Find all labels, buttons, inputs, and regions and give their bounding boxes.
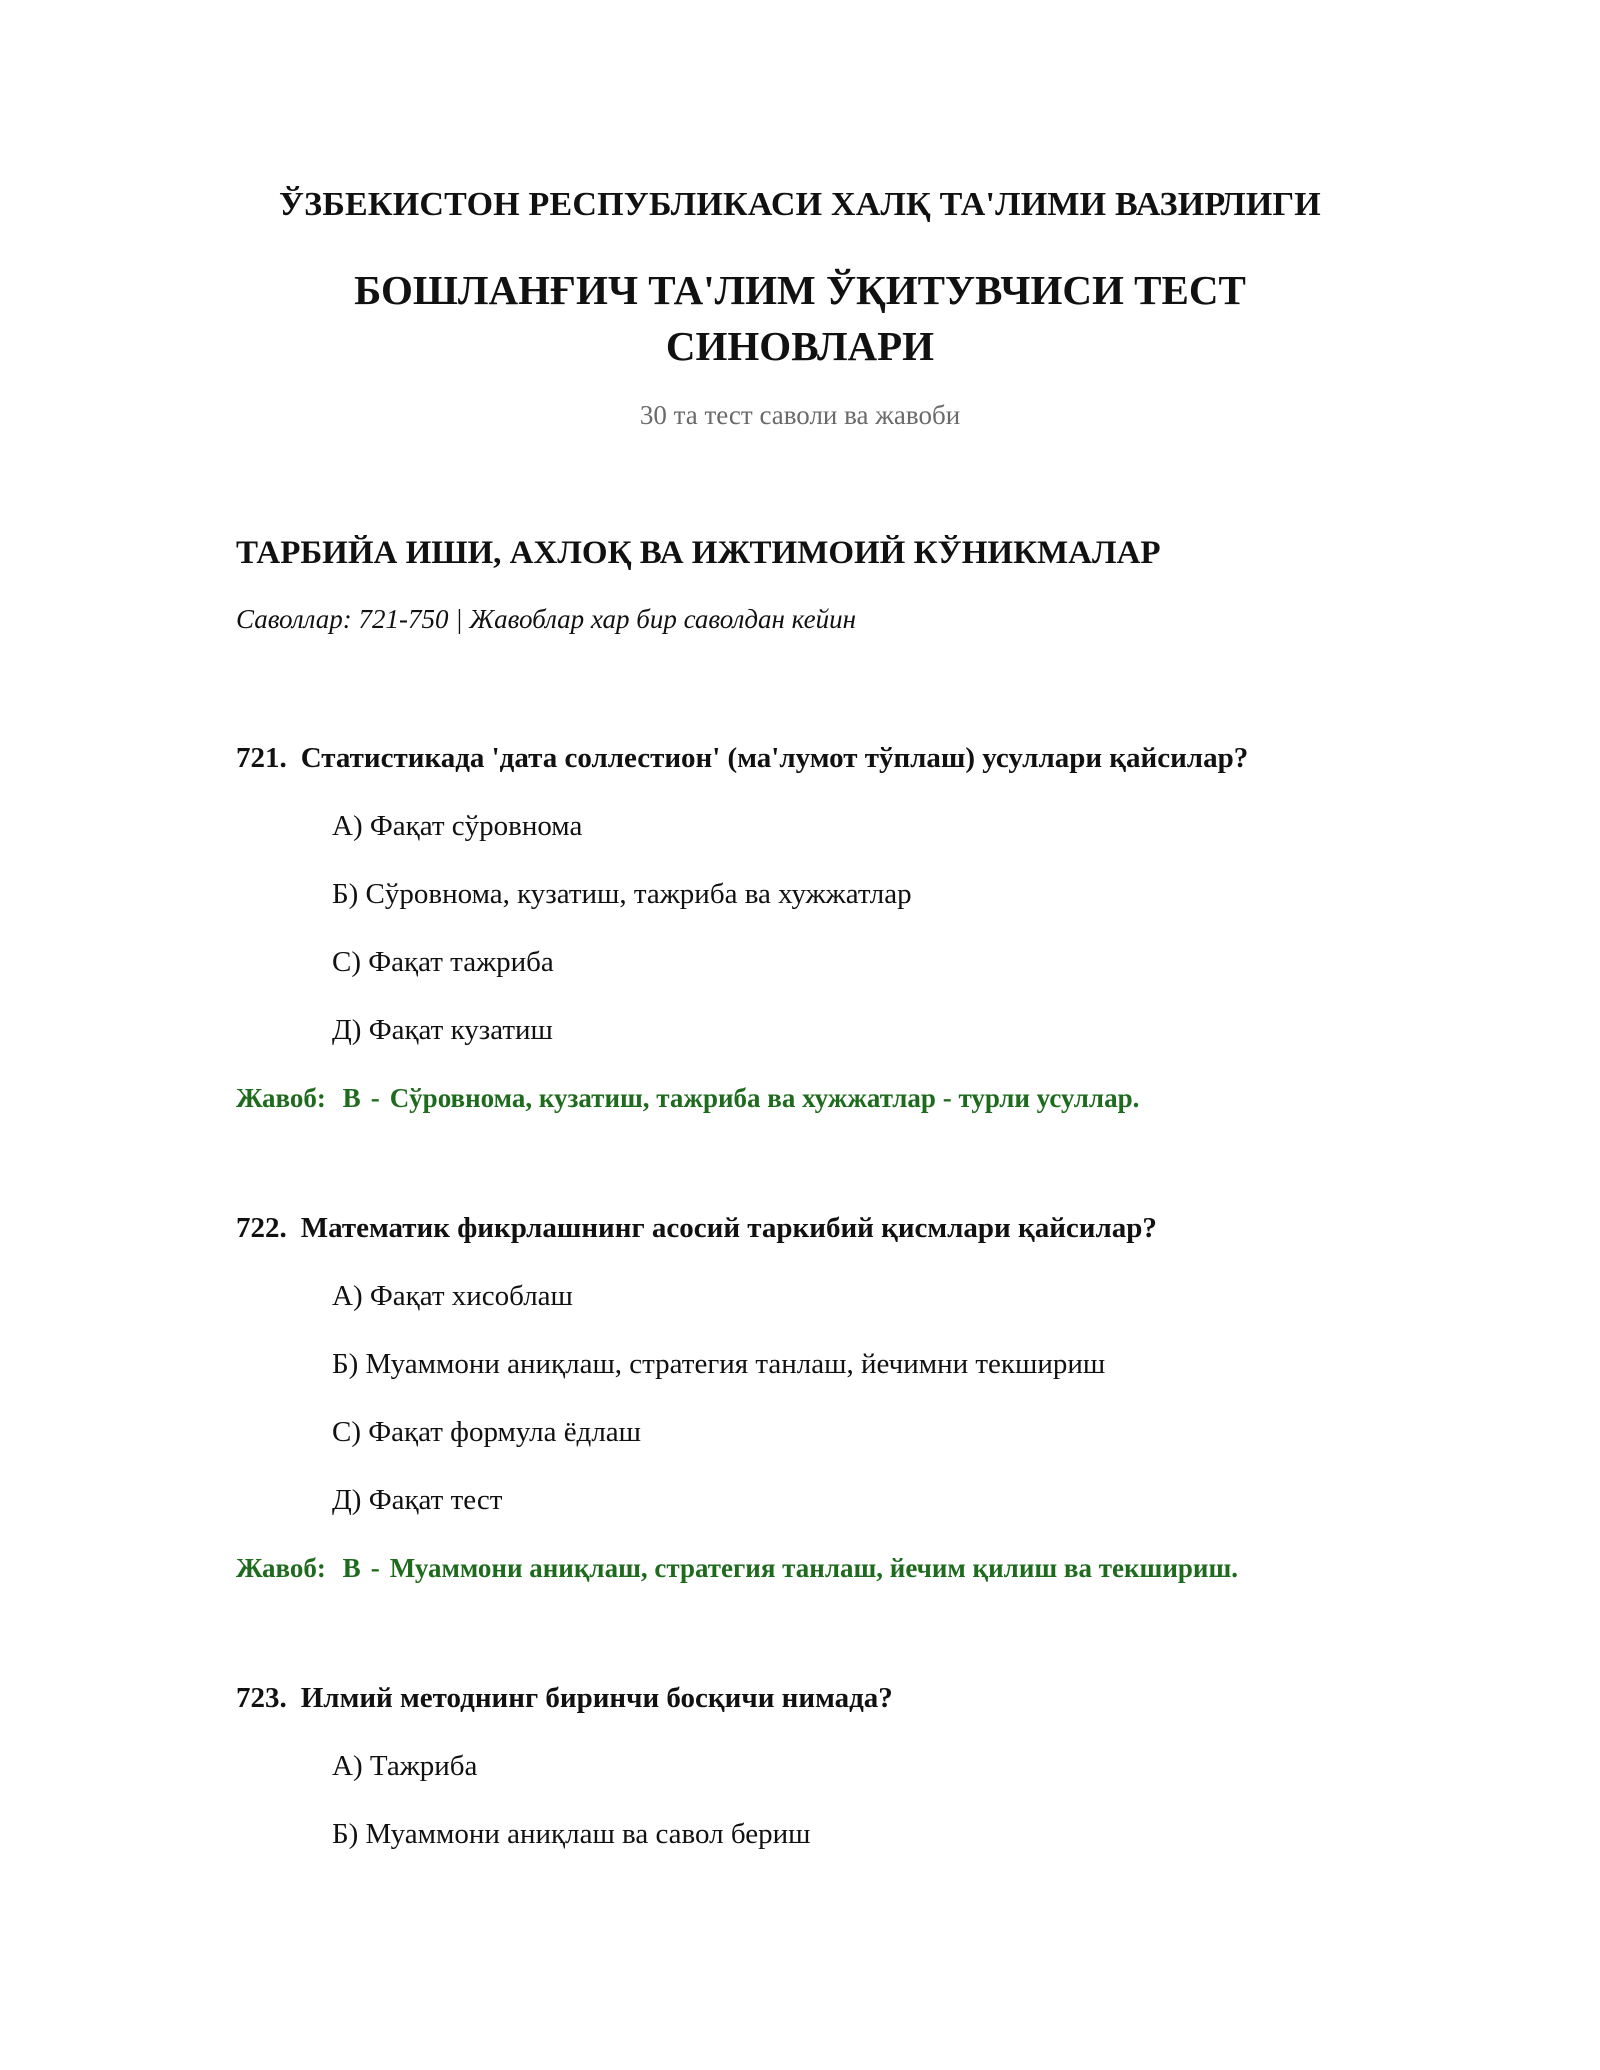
ministry-heading: ЎЗБЕКИСТОН РЕСПУБЛИКАСИ ХАЛҚ ТА'ЛИМИ ВАЗИРЛИГИ (279, 186, 1321, 223)
question-body: Статистикада 'дата соллестион' (ма'лумот тўплаш) усуллари қайсилар? (300, 742, 1249, 774)
question-text (236, 1210, 1364, 1246)
option-b: Б) Сўровнома, кузатиш, тажриба ва хужжатлар (332, 878, 912, 910)
document-title-line-1: БОШЛАНҒИЧ ТА'ЛИМ ЎҚИТУВЧИСИ ТЕСТ (354, 267, 1246, 313)
answer-text: Сўровнома, кузатиш, тажриба ва хужжатлар - турли усуллар. (389, 1083, 1140, 1113)
answer-letter: В (342, 1553, 361, 1583)
option-b: Б) Муаммони аниқлаш ва савол бериш (332, 1818, 811, 1850)
question-text (236, 740, 1364, 776)
question-block (236, 740, 1364, 1116)
question-text (236, 1680, 1364, 1716)
question-body: Математик фикрлашнинг асосий таркибий қисмлари қайсилар? (300, 1212, 1157, 1244)
answer-letter: В (342, 1083, 361, 1113)
answer-label: Жавоб: (236, 1083, 326, 1113)
option-b: Б) Муаммони аниқлаш, стратегия танлаш, йечимни текшириш (332, 1348, 1106, 1380)
document-title-line-2: СИНОВЛАРИ (665, 323, 935, 369)
options-list (236, 1278, 1364, 1550)
question-number: 723. (236, 1682, 287, 1714)
question-number: 721. (236, 742, 287, 774)
answer-label: Жавоб: (236, 1553, 326, 1583)
answer-text: Муаммони аниқлаш, стратегия танлаш, йечим қилиш ва текшириш. (389, 1553, 1239, 1583)
question-number: 722. (236, 1212, 287, 1244)
option-c: С) Фақат тажриба (332, 946, 554, 978)
answer-separator: - (370, 1083, 380, 1113)
section-title: ТАРБИЙА ИШИ, АХЛОҚ ВА ИЖТИМОИЙ КЎНИКМАЛАР (236, 535, 1161, 571)
question-body: Илмий методнинг биринчи босқичи нимада? (300, 1682, 893, 1714)
answer-line (236, 1080, 1364, 1116)
option-a: А) Тажриба (332, 1750, 478, 1782)
section-meta: Саволлар: 721-750 | Жавоблар хар бир саволдан кейин (236, 604, 857, 634)
document-title (0, 262, 1600, 374)
option-a: А) Фақат сўровнома (332, 810, 583, 842)
option-d: Д) Фақат кузатиш (332, 1014, 553, 1046)
options-list (236, 808, 1364, 1080)
question-block (236, 1210, 1364, 1586)
option-a: А) Фақат хисоблаш (332, 1280, 573, 1312)
options-list (236, 1748, 1364, 1884)
document-subtitle: 30 та тест саволи ва жавоби (639, 400, 961, 430)
answer-separator: - (370, 1553, 380, 1583)
answer-line (236, 1550, 1364, 1586)
option-d: Д) Фақат тест (332, 1484, 503, 1516)
question-block (236, 1680, 1364, 1884)
option-c: С) Фақат формула ёдлаш (332, 1416, 641, 1448)
